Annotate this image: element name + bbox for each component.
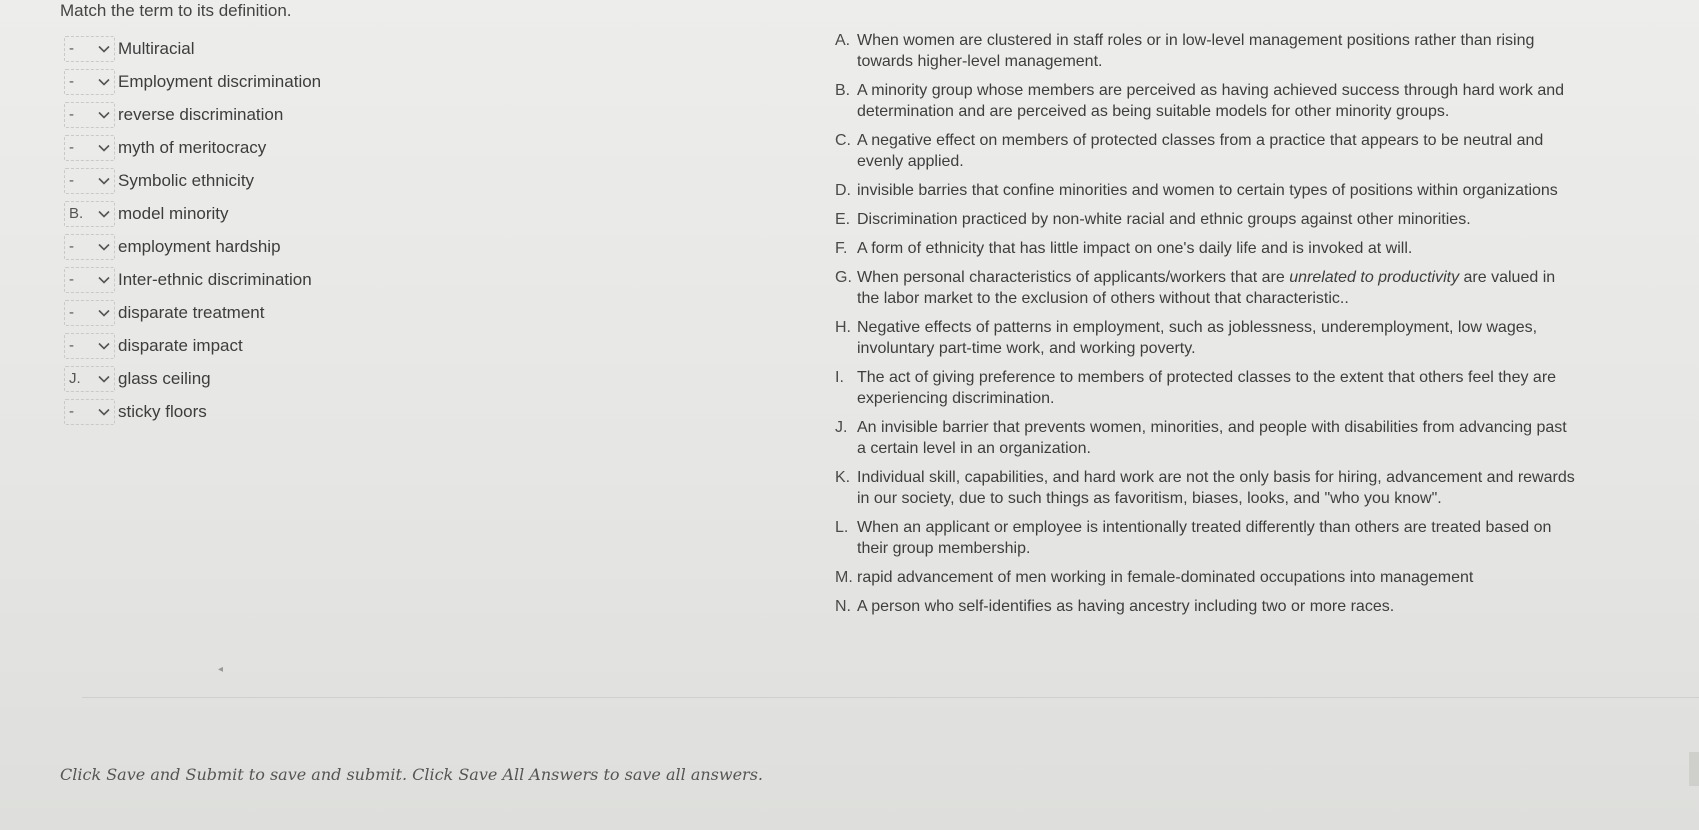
answer-select[interactable] [64, 36, 115, 62]
definition-emphasis: unrelated to productivity [1289, 269, 1460, 286]
term-label: myth of meritocracy [118, 137, 267, 157]
term-row [64, 362, 321, 395]
definition-text: rapid advancement of men working in female-dominated occupations into management [857, 569, 1474, 586]
definition-item [835, 209, 1595, 230]
scrollbar[interactable] [1689, 752, 1699, 786]
term-row [64, 65, 321, 98]
definition-item [835, 30, 1595, 72]
definition-letter: C. [835, 132, 851, 149]
term-label: Inter-ethnic discrimination [118, 269, 312, 289]
definition-item [835, 80, 1595, 122]
small-marker: ◂ [218, 664, 224, 675]
term-row [64, 263, 321, 296]
definition-text: invisible barries that confine minorities and women to certain types of positions within organizations [857, 182, 1558, 199]
definition-letter: A. [835, 32, 851, 49]
definition-item [835, 567, 1595, 588]
term-row [64, 98, 321, 131]
answer-select-value: - [69, 40, 74, 57]
term-row [64, 329, 321, 362]
definition-item [835, 238, 1595, 259]
term-row [64, 230, 321, 263]
definition-item [835, 317, 1595, 359]
answer-select-value: - [69, 337, 74, 354]
term-row [64, 32, 321, 65]
answer-select-value: - [69, 106, 74, 123]
term-label: Multiracial [118, 38, 195, 58]
definition-item [835, 267, 1595, 309]
answer-select[interactable] [64, 399, 115, 425]
save-instructions: Click Save and Submit to save and submit. Click Save All Answers to save all answers. [60, 765, 763, 784]
term-row [64, 197, 321, 230]
definition-text: Negative effects of patterns in employment, such as joblessness, underemployment, low wages, involuntary part-time work, and working poverty. [857, 319, 1538, 357]
chevron-down-icon [97, 207, 111, 221]
term-label: disparate impact [118, 335, 243, 355]
answer-select-value: J. [69, 370, 81, 387]
definition-item [835, 417, 1595, 459]
definition-letter: B. [835, 82, 851, 99]
definition-item [835, 596, 1595, 617]
definitions-list [835, 30, 1595, 625]
definition-item [835, 180, 1595, 201]
term-label: glass ceiling [118, 368, 211, 388]
definition-item [835, 367, 1595, 409]
answer-select[interactable] [64, 300, 115, 326]
definition-letter: D. [835, 182, 851, 199]
answer-select-value: - [69, 139, 74, 156]
definition-text-part: When personal characteristics of applicants/workers that are [857, 269, 1290, 286]
definition-letter: I. [835, 369, 844, 386]
answer-select[interactable] [64, 135, 115, 161]
definition-letter: G. [835, 269, 852, 286]
term-label: disparate treatment [118, 302, 265, 322]
definition-item [835, 517, 1595, 559]
question-prompt: Match the term to its definition. [60, 1, 292, 20]
definition-letter: F. [835, 240, 848, 257]
chevron-down-icon [97, 174, 111, 188]
term-label: sticky floors [118, 401, 207, 421]
term-label: model minority [118, 203, 229, 223]
definition-item [835, 130, 1595, 172]
answer-select-value: - [69, 403, 74, 420]
chevron-down-icon [97, 108, 111, 122]
answer-select-value: - [69, 172, 74, 189]
term-label: reverse discrimination [118, 104, 284, 124]
definition-letter: M. [835, 569, 853, 586]
chevron-down-icon [97, 75, 111, 89]
answer-select-value: B. [69, 205, 84, 222]
definition-text: A minority group whose members are perceived as having achieved success through hard work and determination and are perceived as being suitable models for other minority groups. [857, 82, 1565, 120]
chevron-down-icon [97, 405, 111, 419]
answer-select[interactable] [64, 69, 115, 95]
chevron-down-icon [97, 240, 111, 254]
definition-letter: K. [835, 469, 851, 486]
definition-letter: E. [835, 211, 851, 228]
answer-select[interactable] [64, 333, 115, 359]
term-row [64, 395, 321, 428]
answer-select-value: - [69, 73, 74, 90]
definition-text: When women are clustered in staff roles or in low-level management positions rather than rising towards higher-level management. [857, 32, 1535, 70]
answer-select-value: - [69, 238, 74, 255]
answer-select[interactable] [64, 366, 115, 392]
term-label: employment hardship [118, 236, 281, 256]
answer-select[interactable] [64, 201, 115, 227]
definition-item [835, 467, 1595, 509]
answer-select-value: - [69, 271, 74, 288]
definition-letter: L. [835, 519, 849, 536]
definition-text: A negative effect on members of protected classes from a practice that appears to be neutral and evenly applied. [857, 132, 1544, 170]
section-divider [82, 697, 1699, 698]
term-row [64, 131, 321, 164]
chevron-down-icon [97, 273, 111, 287]
definition-text [857, 267, 1577, 309]
term-label: Employment discrimination [118, 71, 322, 91]
chevron-down-icon [97, 141, 111, 155]
chevron-down-icon [97, 339, 111, 353]
answer-select[interactable] [64, 168, 115, 194]
definition-text: Discrimination practiced by non-white racial and ethnic groups against other minorities. [857, 211, 1471, 228]
chevron-down-icon [97, 306, 111, 320]
term-label: Symbolic ethnicity [118, 170, 255, 190]
terms-list [64, 32, 321, 428]
definition-letter: N. [835, 598, 851, 615]
answer-select[interactable] [64, 234, 115, 260]
definition-text: The act of giving preference to members of protected classes to the extent that others feel they are experiencing discrimination. [857, 369, 1557, 407]
term-row [64, 164, 321, 197]
definition-text: A form of ethnicity that has little impact on one's daily life and is invoked at will. [857, 240, 1413, 257]
definition-text: When an applicant or employee is intentionally treated differently than others are treated based on their group membership. [857, 519, 1552, 557]
answer-select-value: - [69, 304, 74, 321]
chevron-down-icon [97, 372, 111, 386]
chevron-down-icon [97, 42, 111, 56]
answer-select[interactable] [64, 267, 115, 293]
term-row [64, 296, 321, 329]
definition-text: Individual skill, capabilities, and hard work are not the only basis for hiring, advancement and rewards in our society, due to such things as favoritism, biases, looks, and "who you know". [857, 469, 1575, 507]
answer-select[interactable] [64, 102, 115, 128]
definition-text: An invisible barrier that prevents women, minorities, and people with disabilities from advancing past a certain level in an organization. [857, 419, 1567, 457]
definition-text-part: are valued in the labor market to the exclusion of others without that characteristic.. [857, 269, 1556, 307]
definition-letter: H. [835, 319, 851, 336]
definition-letter: J. [835, 419, 848, 436]
definition-text: A person who self-identifies as having ancestry including two or more races. [857, 598, 1395, 615]
